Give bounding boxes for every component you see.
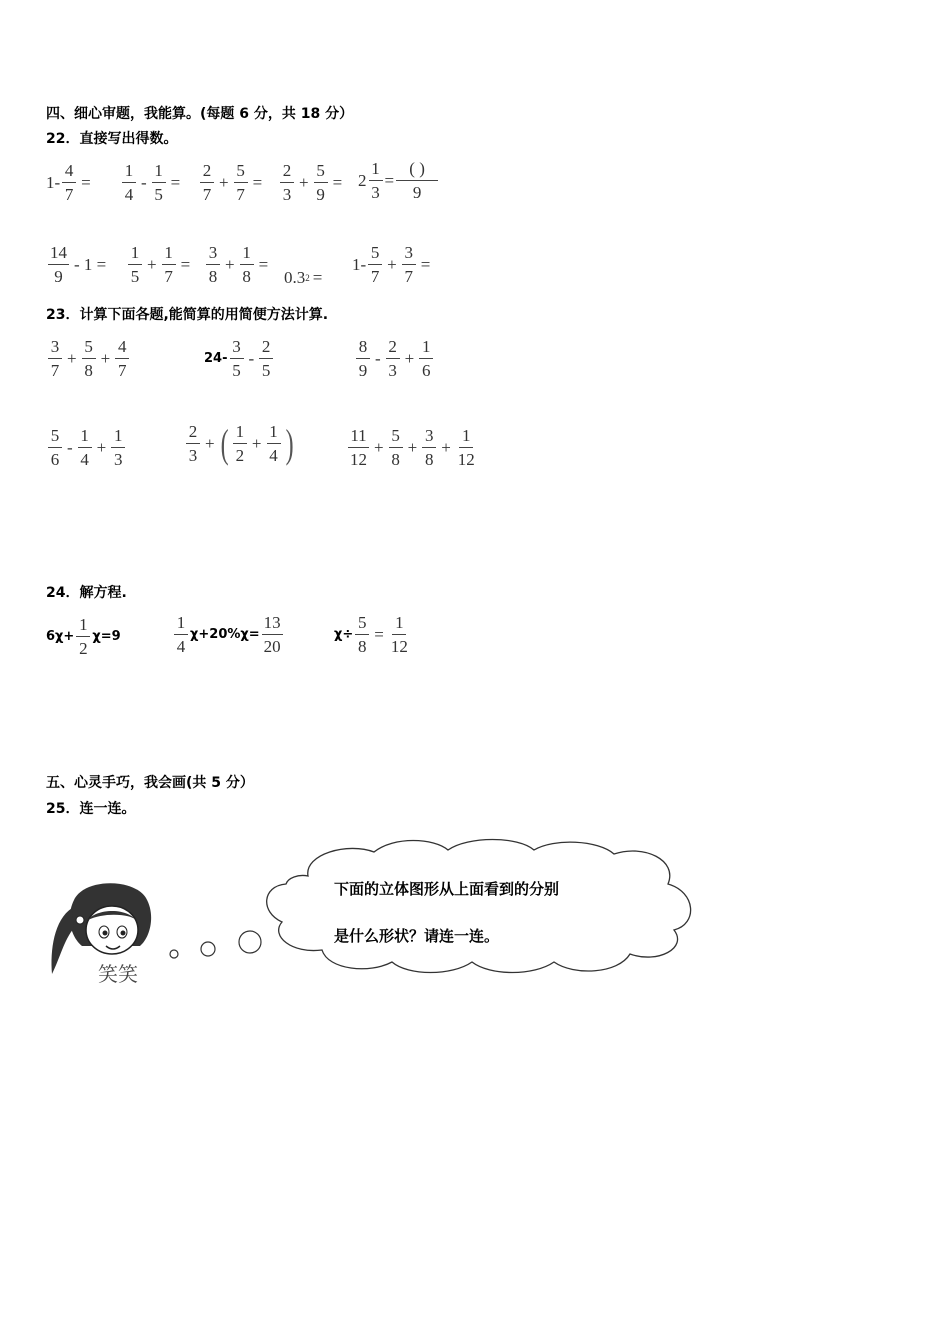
numerator: 1 <box>233 423 247 444</box>
denominator: 9 <box>316 185 325 204</box>
numerator: 8 <box>356 338 370 359</box>
operator: + <box>387 254 397 274</box>
denominator: 5 <box>261 361 271 380</box>
denominator: 9 <box>358 361 368 380</box>
denominator: 8 <box>358 637 367 656</box>
numerator: 2 <box>200 162 214 183</box>
numerator: 14 <box>48 244 69 265</box>
fraction <box>402 244 416 285</box>
denominator: 8 <box>208 267 218 286</box>
operator: - <box>67 437 73 457</box>
numerator: 2 <box>259 338 273 359</box>
operator: - 1 = <box>74 254 107 274</box>
denominator: 7 <box>202 185 212 204</box>
fraction <box>422 427 436 468</box>
fraction <box>456 427 477 468</box>
fraction <box>174 614 188 655</box>
q24-equation-2 <box>172 614 285 655</box>
fraction <box>152 162 166 203</box>
numerator: 5 <box>368 244 382 265</box>
operator: = <box>170 172 181 192</box>
operator: + <box>407 437 418 457</box>
numerator: 1 <box>162 244 176 265</box>
numerator: 1 <box>111 427 125 448</box>
operator: + <box>67 348 77 368</box>
denominator: 5 <box>232 361 241 380</box>
thought-bubbles <box>160 920 270 970</box>
fraction <box>386 338 400 379</box>
fraction <box>82 338 96 379</box>
denominator: 3 <box>282 185 292 204</box>
fraction <box>233 423 247 464</box>
numerator: 1 <box>122 162 136 183</box>
fraction <box>186 423 200 464</box>
operator: + <box>404 348 415 368</box>
numerator: 3 <box>48 338 62 359</box>
operator: = <box>420 254 431 274</box>
operator: + <box>205 433 215 453</box>
fraction <box>368 244 382 285</box>
text: 0.3 <box>284 268 306 287</box>
numerator: 5 <box>314 162 328 183</box>
operator: + <box>147 254 157 274</box>
fraction <box>48 427 62 468</box>
numerator: 5 <box>355 614 369 635</box>
operator: - <box>375 348 381 368</box>
numerator: ( ) <box>396 160 438 181</box>
denominator: 8 <box>84 361 93 380</box>
fraction <box>230 338 244 379</box>
fraction <box>280 162 294 203</box>
numerator: 1 <box>240 244 254 265</box>
text: 2 <box>358 170 367 190</box>
fraction <box>356 338 370 379</box>
fraction <box>162 244 176 285</box>
q23-expr-5 <box>184 420 296 466</box>
text: χ=9 <box>92 629 121 644</box>
numerator: 1 <box>78 427 92 448</box>
operator: + <box>225 254 235 274</box>
denominator: 2 <box>235 446 245 465</box>
q22-expr-1 <box>46 162 94 203</box>
fraction <box>389 427 403 468</box>
fraction <box>240 244 254 285</box>
numerator: 1 <box>459 427 473 448</box>
fraction <box>314 162 328 203</box>
fraction <box>389 614 410 655</box>
denominator: 3 <box>388 361 397 380</box>
fraction <box>419 338 433 379</box>
numerator: 11 <box>348 427 368 448</box>
question-22-label: 22．直接写出得数。 <box>46 131 178 147</box>
denominator: 4 <box>269 446 278 465</box>
fraction <box>267 423 281 464</box>
fraction <box>48 338 62 379</box>
q24-equation-3 <box>334 614 412 655</box>
denominator: 8 <box>242 267 251 286</box>
denominator: 12 <box>457 450 475 469</box>
operator: = <box>258 254 269 274</box>
denominator: 7 <box>164 267 173 286</box>
numerator: 1 <box>369 160 383 181</box>
text: χ+20%χ= <box>190 627 260 642</box>
numerator: 1 <box>392 614 406 635</box>
fraction <box>234 162 248 203</box>
numerator: 1 <box>128 244 142 265</box>
denominator: 7 <box>370 267 380 286</box>
denominator: 9 <box>54 267 63 286</box>
numerator: 1 <box>76 616 90 637</box>
girl-name-label: 笑笑 <box>98 962 138 986</box>
cloud-text-line-2: 是什么形状？请连一连。 <box>334 927 500 945</box>
operator: + <box>299 172 309 192</box>
denominator: 8 <box>424 450 434 469</box>
text: χ÷ <box>334 627 354 642</box>
q22-expr-10 <box>352 244 433 285</box>
numerator: 1 <box>152 162 166 183</box>
numerator: 3 <box>206 244 220 265</box>
question-23-label: 23．计算下面各题,能简算的用简便方法计算. <box>46 307 329 323</box>
question-24-label: 24．解方程. <box>46 585 127 601</box>
operator: + <box>219 172 229 192</box>
operator: - <box>248 348 255 368</box>
question-25-label: 25．连一连。 <box>46 801 136 817</box>
fraction <box>200 162 214 203</box>
q24-equation-1 <box>46 616 121 657</box>
denominator: 7 <box>117 361 127 380</box>
fraction <box>206 244 220 285</box>
operator: = <box>312 268 323 287</box>
q22-expr-3 <box>198 162 265 203</box>
operator: + <box>100 348 111 368</box>
speech-cloud <box>258 836 698 978</box>
numerator: 2 <box>386 338 400 359</box>
q22-expr-2 <box>120 162 183 203</box>
denominator: 7 <box>404 267 414 286</box>
q23-expr-4 <box>46 427 127 468</box>
fraction <box>62 162 76 203</box>
left-paren: ( <box>220 420 229 466</box>
operator: - <box>141 172 147 192</box>
numerator: 2 <box>280 162 294 183</box>
denominator: 7 <box>64 185 74 204</box>
fraction <box>128 244 142 285</box>
text: 1- <box>46 172 61 192</box>
text: 6χ+ <box>46 629 75 644</box>
section-five-heading: 五、心灵手巧，我会画(共 5 分） <box>46 775 254 791</box>
denominator: 12 <box>350 450 367 469</box>
denominator: 5 <box>154 185 163 204</box>
denominator: 7 <box>50 361 60 380</box>
operator: + <box>251 433 262 453</box>
operator: + <box>441 437 451 457</box>
q23-expr-3 <box>354 338 435 379</box>
operator: = <box>252 172 263 192</box>
numerator: 1 <box>174 614 188 635</box>
numerator: 5 <box>48 427 62 448</box>
fraction <box>355 614 369 655</box>
denominator: 4 <box>80 450 89 469</box>
denominator: 3 <box>371 183 380 202</box>
right-paren: ) <box>285 420 294 466</box>
q22-expr-4 <box>278 162 345 203</box>
numerator: 4 <box>115 338 129 359</box>
denominator: 12 <box>390 637 408 656</box>
denominator: 6 <box>50 450 60 469</box>
numerator: 13 <box>262 614 283 635</box>
q23-expr-2 <box>204 338 275 379</box>
q22-expr-9: 0.3 2 = <box>284 268 323 287</box>
fraction <box>78 427 92 468</box>
denominator: 3 <box>188 446 198 465</box>
operator: = <box>180 254 191 274</box>
operator: + <box>374 437 384 457</box>
numerator: 3 <box>230 338 244 359</box>
fraction <box>369 160 383 201</box>
q23-expr-1 <box>46 338 131 379</box>
fraction <box>111 427 125 468</box>
cloud-text-line-1: 下面的立体图形从上面看到的分别 <box>334 880 560 898</box>
numerator: 1 <box>267 423 281 444</box>
operator: = <box>374 624 384 644</box>
operator: = <box>81 172 91 192</box>
denominator: 2 <box>79 639 88 658</box>
fraction <box>348 427 369 468</box>
q22-expr-7 <box>126 244 193 285</box>
numerator: 1 <box>419 338 433 359</box>
denominator: 5 <box>130 267 140 286</box>
operator: + <box>96 437 107 457</box>
q22-expr-6 <box>46 244 109 285</box>
denominator: 3 <box>114 450 123 469</box>
numerator: 4 <box>62 162 76 183</box>
numerator: 3 <box>422 427 436 448</box>
denominator: 8 <box>391 450 400 469</box>
denominator: 9 <box>412 183 422 202</box>
q22-expr-8 <box>204 244 271 285</box>
numerator: 3 <box>402 244 416 265</box>
denominator: 4 <box>176 637 186 656</box>
numerator: 5 <box>234 162 248 183</box>
fraction <box>76 616 90 657</box>
numerator: 2 <box>186 423 200 444</box>
denominator: 20 <box>263 637 281 656</box>
text: 24- <box>204 351 228 366</box>
q23-expr-6 <box>346 427 479 468</box>
fraction <box>122 162 136 203</box>
fraction <box>396 160 438 201</box>
numerator: 5 <box>389 427 403 448</box>
fraction <box>48 244 69 285</box>
operator: = <box>332 172 343 192</box>
q22-expr-5 <box>358 160 440 201</box>
denominator: 7 <box>236 185 245 204</box>
denominator: 6 <box>422 361 431 380</box>
fraction <box>262 614 283 655</box>
denominator: 4 <box>124 185 134 204</box>
section-four-heading: 四、细心审题，我能算。(每题 6 分，共 18 分） <box>46 106 354 122</box>
fraction <box>259 338 273 379</box>
fraction <box>115 338 129 379</box>
text: 1- <box>352 254 367 274</box>
text: = <box>384 170 395 190</box>
numerator: 5 <box>82 338 96 359</box>
